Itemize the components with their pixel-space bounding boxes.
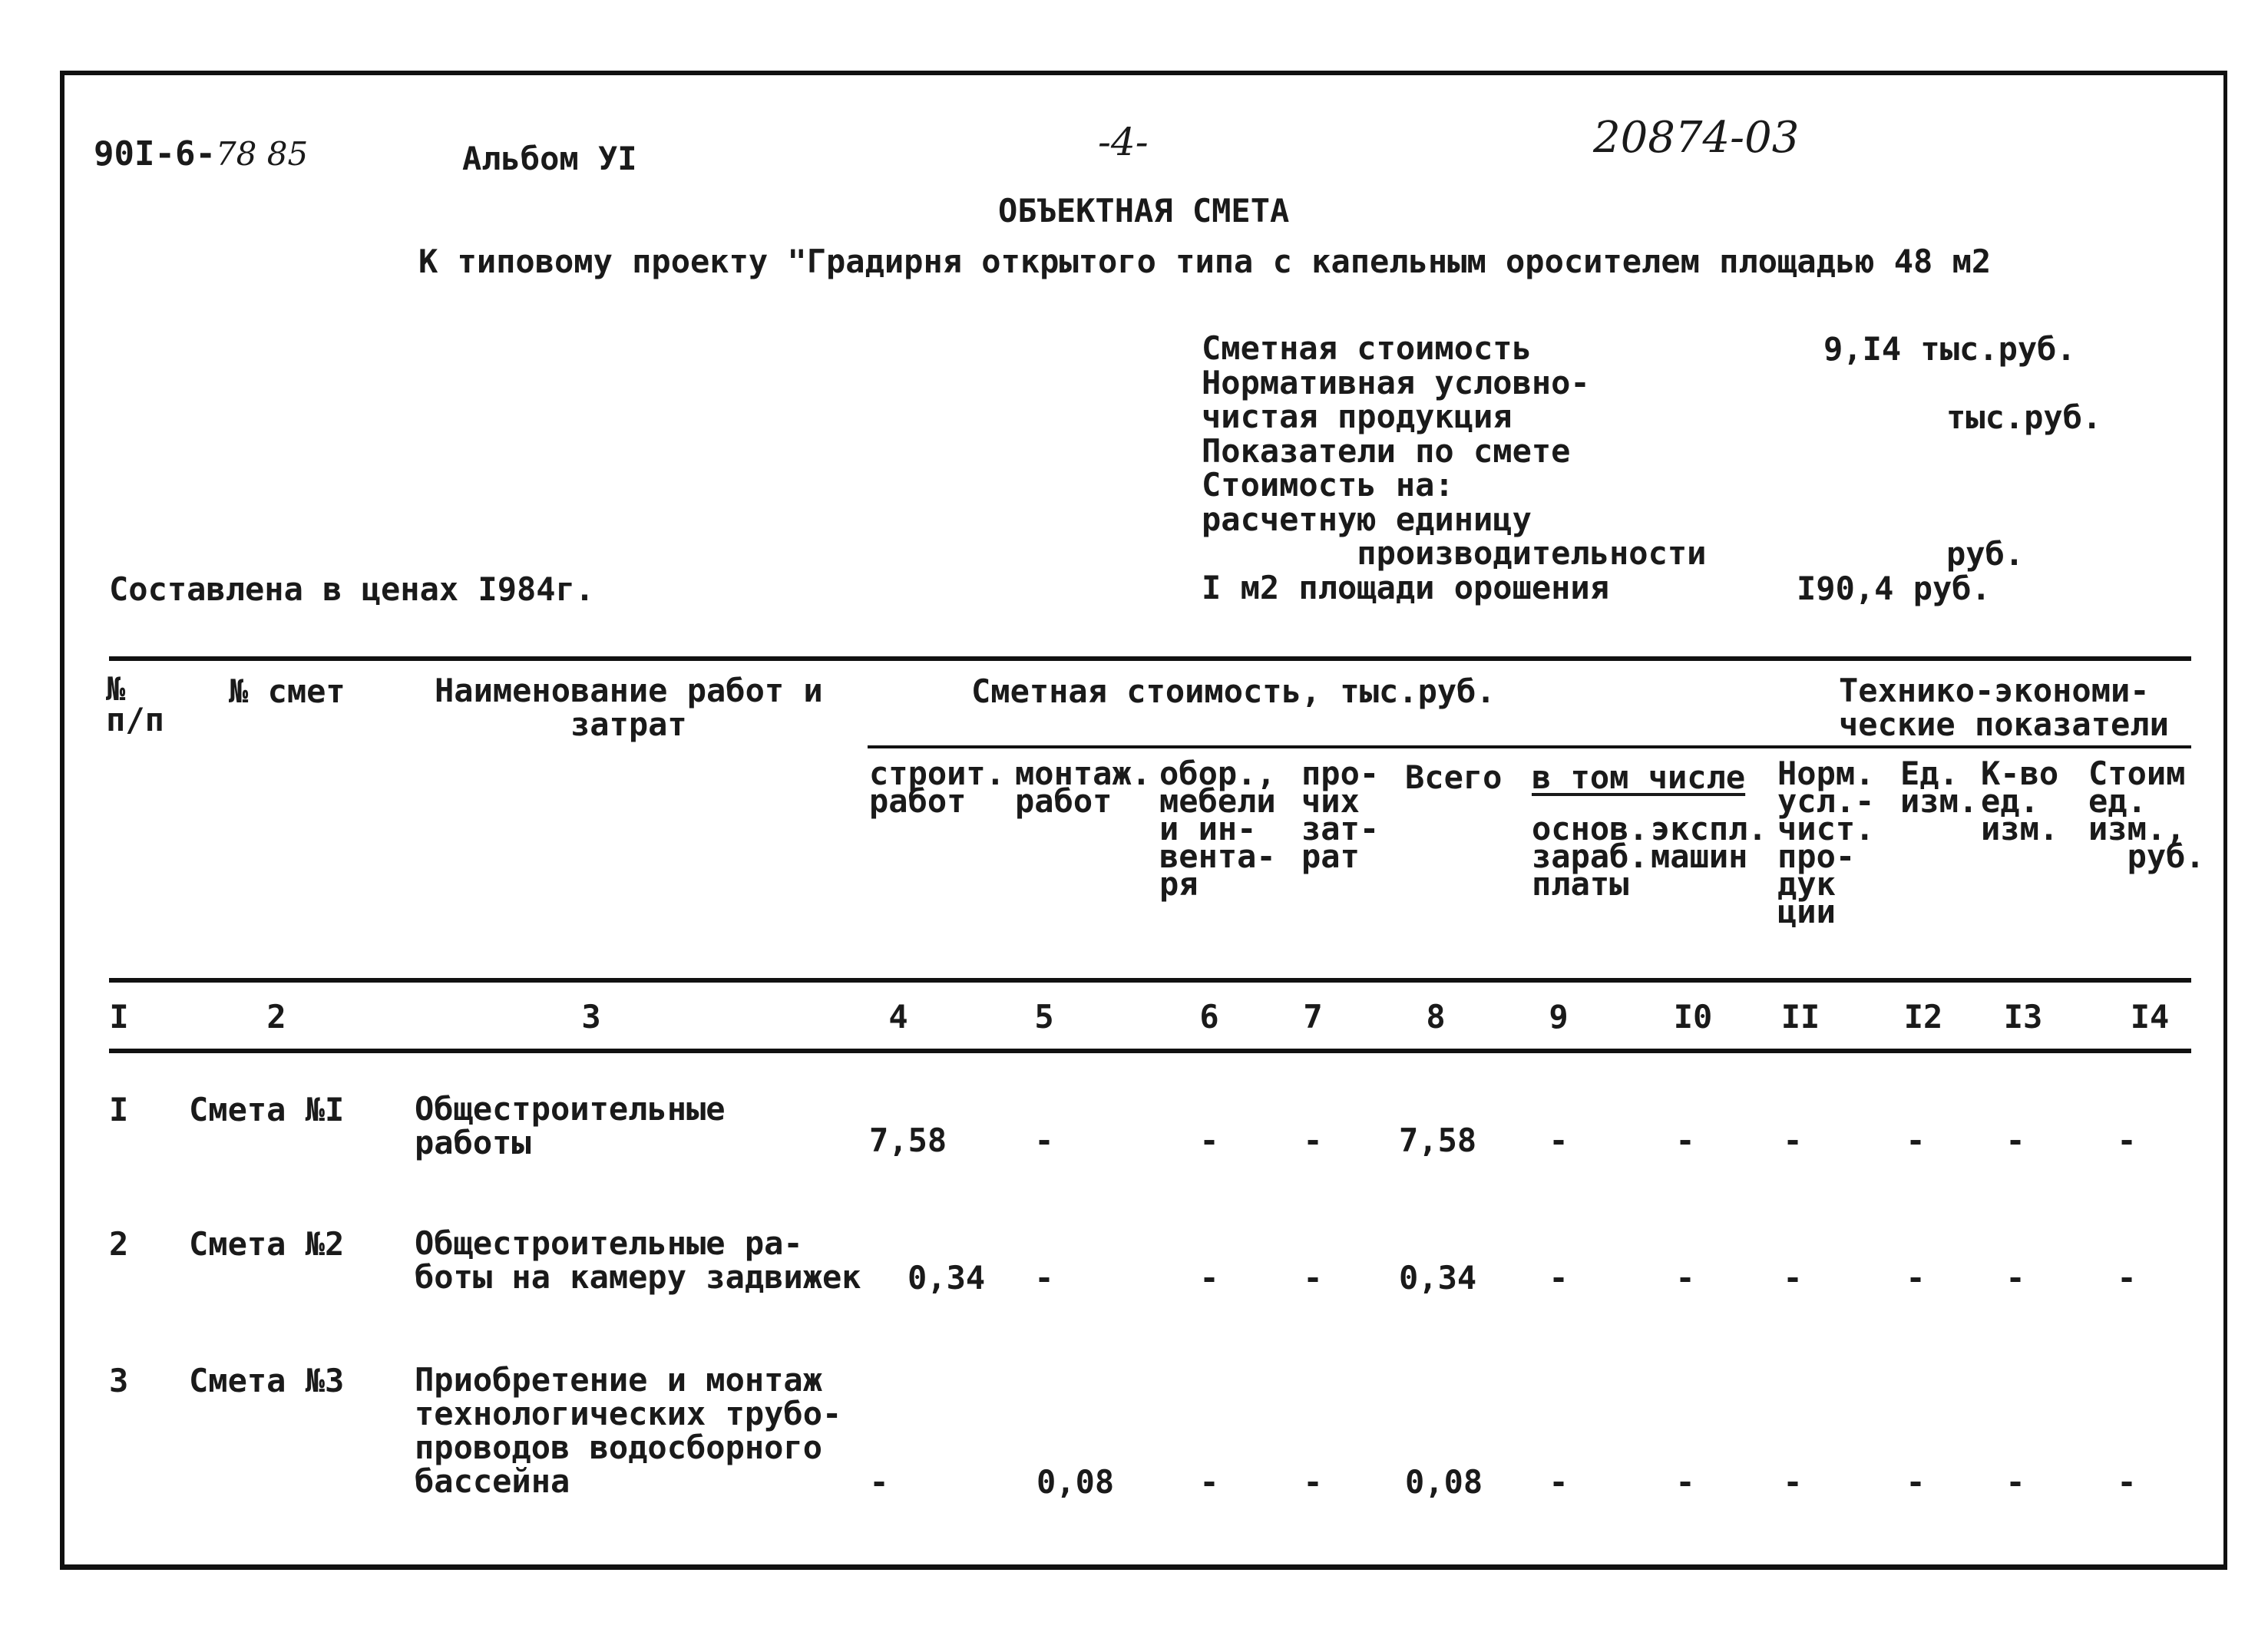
row-unit: - xyxy=(1906,1463,1926,1501)
row-quantity: - xyxy=(2005,1463,2025,1501)
row-equipment: - xyxy=(1199,1122,1219,1159)
row-name: Приобретение и монтаж технологических трубо- проводов водосборного бассейна xyxy=(415,1361,842,1500)
row-num: 3 xyxy=(109,1362,129,1399)
row-norm-products: - xyxy=(1783,1122,1803,1159)
col-header-tech-group: Технико-экономи- ческие показатели xyxy=(1839,672,2169,743)
inventory-number: 20874-03 xyxy=(1593,113,1800,163)
col-number: I4 xyxy=(2130,998,2170,1036)
row-quantity: - xyxy=(2005,1259,2025,1297)
row-estimate: Смета №2 xyxy=(189,1225,345,1263)
col-header-norm-products: Норм. усл.- чист. про- дук ции xyxy=(1777,755,1875,930)
row-estimate: Смета №3 xyxy=(189,1362,345,1399)
row-estimate: Смета №I xyxy=(189,1091,345,1128)
doc-code-printed: 90I-6- xyxy=(94,134,216,173)
col-header-estimate: № смет xyxy=(229,672,345,710)
col-header-construction: строит. работ xyxy=(869,755,1006,820)
row-wages: - xyxy=(1549,1463,1569,1501)
unit-rub-label: руб. xyxy=(1946,535,2025,573)
row-name: Общестроительные ра- боты на камеру задвижек xyxy=(415,1224,861,1296)
row-equipment: - xyxy=(1199,1259,1219,1297)
album-label: Альбом УI xyxy=(462,140,637,177)
row-installation: - xyxy=(1034,1122,1054,1159)
col-header-unit: Ед. изм. xyxy=(1900,755,1979,820)
row-equipment: - xyxy=(1199,1463,1219,1501)
prices-note: Составлена в ценах I984г. xyxy=(109,570,595,608)
col-number: I xyxy=(109,998,129,1036)
norm-product-value: тыс.руб. xyxy=(1946,398,2102,436)
page-frame xyxy=(60,71,2227,1570)
row-total: 7,58 xyxy=(1399,1122,1477,1159)
table-top-rule xyxy=(109,656,2191,661)
page-number: -4- xyxy=(1098,120,1149,164)
row-num: I xyxy=(109,1091,129,1128)
col-number: 9 xyxy=(1549,998,1569,1036)
doc-code xyxy=(94,134,309,173)
col-number: 7 xyxy=(1303,998,1323,1036)
column-numbers-rule xyxy=(109,1049,2191,1053)
col-number: 6 xyxy=(1199,998,1219,1036)
col-header-other: про- чих зат- рат xyxy=(1301,755,1380,875)
row-norm-products: - xyxy=(1783,1463,1803,1501)
row-unit-cost: - xyxy=(2117,1259,2137,1297)
row-unit-cost: - xyxy=(2117,1122,2137,1159)
doc-subtitle: К типовому проекту "Градирня открытого типа с капельным оросителем площадью 48 м2 xyxy=(418,243,1992,280)
row-num: 2 xyxy=(109,1225,129,1263)
row-wages: - xyxy=(1549,1259,1569,1297)
row-installation: 0,08 xyxy=(1036,1463,1115,1501)
row-machines: - xyxy=(1675,1463,1695,1501)
col-header-unit-cost: Стоим ед. изм., руб. xyxy=(2088,755,2205,875)
row-quantity: - xyxy=(2005,1122,2025,1159)
row-machines: - xyxy=(1675,1122,1695,1159)
area-cost-value: I90,4 руб. xyxy=(1797,570,1991,607)
summary-labels: Сметная стоимость Нормативная условно- чистая продукция Показатели по смете Стоимость на: расчетную единицу производительности I м2 площади орошения xyxy=(1202,329,1707,606)
header-bottom-rule xyxy=(109,978,2191,983)
row-unit: - xyxy=(1906,1259,1926,1297)
row-other: - xyxy=(1303,1463,1323,1501)
col-header-installation: монтаж. работ xyxy=(1015,755,1152,820)
col-number: 3 xyxy=(581,998,601,1036)
col-number: 8 xyxy=(1426,998,1446,1036)
col-number: II xyxy=(1780,998,1820,1036)
estimated-cost-value: 9,I4 тыс.руб. xyxy=(1823,330,2076,368)
col-number: I0 xyxy=(1673,998,1713,1036)
col-header-machines: экспл. машин xyxy=(1651,810,1767,875)
row-total: 0,08 xyxy=(1405,1463,1483,1501)
row-unit-cost: - xyxy=(2117,1463,2137,1501)
row-norm-products: - xyxy=(1783,1259,1803,1297)
col-header-quantity: К-во ед. изм. xyxy=(1981,755,2059,847)
col-header-num: № п/п xyxy=(106,670,164,738)
row-other: - xyxy=(1303,1259,1323,1297)
row-construction: 7,58 xyxy=(869,1122,947,1159)
col-header-name: Наименование работ и затрат xyxy=(435,672,823,743)
doc-title: ОБЪЕКТНАЯ СМЕТА xyxy=(998,192,1290,230)
row-wages: - xyxy=(1549,1122,1569,1159)
cost-subheader-rule xyxy=(868,745,2191,748)
col-header-cost-group: Сметная стоимость, тыс.руб. xyxy=(971,672,1496,710)
col-header-equipment: обор., мебели и ин- вента- ря xyxy=(1159,755,1276,903)
row-installation: - xyxy=(1034,1259,1054,1297)
col-number: I2 xyxy=(1903,998,1943,1036)
row-other: - xyxy=(1303,1122,1323,1159)
col-header-including: в том числе xyxy=(1532,758,1746,796)
col-header-total: Всего xyxy=(1405,758,1503,796)
col-number: 4 xyxy=(888,998,908,1036)
col-number: I3 xyxy=(2003,998,2043,1036)
col-number: 2 xyxy=(266,998,286,1036)
row-total: 0,34 xyxy=(1399,1259,1477,1297)
col-header-wages: основ. зараб. платы xyxy=(1532,810,1648,903)
row-unit: - xyxy=(1906,1122,1926,1159)
col-number: 5 xyxy=(1034,998,1054,1036)
row-name: Общестроительные работы xyxy=(415,1090,726,1161)
doc-code-handwritten: 78 85 xyxy=(215,135,309,173)
row-machines: - xyxy=(1675,1259,1695,1297)
row-construction: - xyxy=(869,1463,889,1501)
row-construction: 0,34 xyxy=(908,1259,986,1297)
